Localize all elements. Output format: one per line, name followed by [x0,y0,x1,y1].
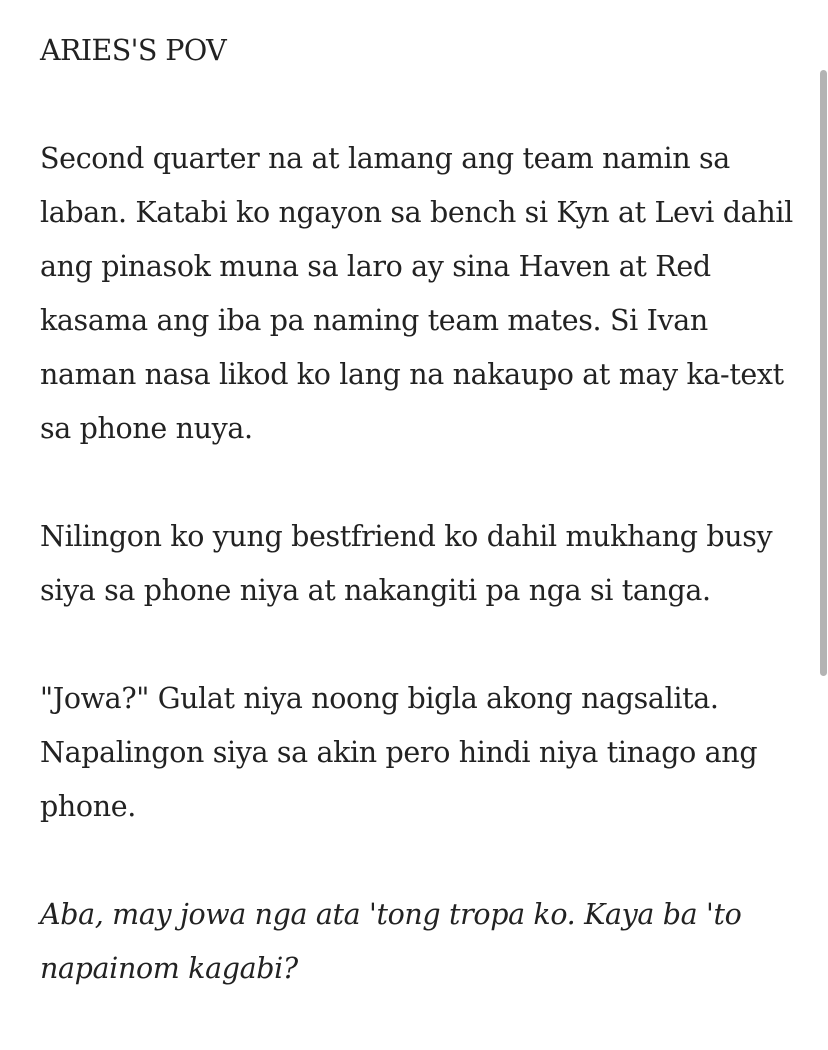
vertical-scrollbar[interactable] [816,70,828,680]
scrollbar-thumb[interactable] [820,70,827,676]
inner-thought-paragraph: Aba, may jowa nga ata 'tong tropa ko. Kaya ba 'to napainom kagabi? [40,898,742,985]
chapter-heading: ARIES'S POV [40,34,227,67]
story-paragraph: "Jowa?" Gulat niya noong bigla akong nagsalita. Napalingon siya sa akin pero hindi niya tinago ang phone. [40,682,758,823]
chapter-content [40,24,800,1050]
story-paragraph: Nilingon ko yung bestfriend ko dahil mukhang busy siya sa phone niya at nakangiti pa nga si tanga. [40,520,773,607]
story-paragraph: Second quarter na at lamang ang team namin sa laban. Katabi ko ngayon sa bench si Kyn at Levi dahil ang pinasok muna sa laro ay sina Haven at Red kasama ang iba pa naming team mates. Si Ivan naman nasa likod ko lang na nakaupo at may ka-text sa phone nuya. [40,142,793,445]
